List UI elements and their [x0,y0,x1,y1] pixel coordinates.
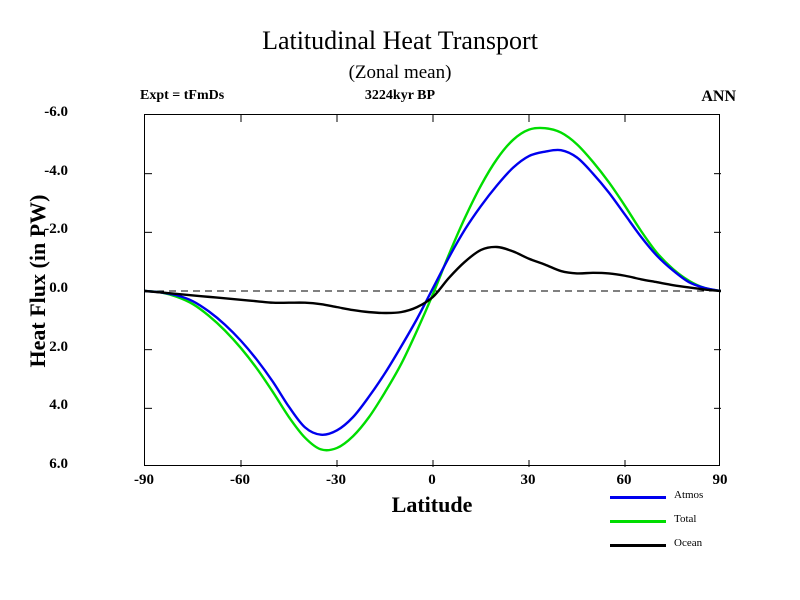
legend-swatch-ocean [610,544,666,547]
y-tick-label: 0.0 [49,280,68,296]
y-tick-label: -2.0 [44,221,68,238]
legend-label: Ocean [674,537,703,549]
plot-area [144,114,720,466]
legend-label: Total [674,513,697,525]
legend-item [610,486,770,510]
period-label: 3224kyr BP [364,88,436,103]
legend [610,486,770,558]
chart-subtitle: (Zonal mean) [348,62,452,83]
y-tick-label: -6.0 [44,104,68,120]
plot-svg [145,115,721,467]
season-label: ANN [701,88,736,105]
x-tick-label: 60 [616,472,632,488]
x-tick-label: -60 [230,472,250,488]
legend-item [610,510,770,534]
legend-swatch-total [610,520,666,523]
y-tick-label: 4.0 [49,397,68,414]
x-axis-label: Latitude [391,492,473,517]
legend-swatch-atmos [610,496,666,499]
y-axis-label: Heat Flux (in PW) [25,194,50,368]
legend-label: Atmos [674,489,704,501]
page-title: Latitudinal Heat Transport [262,26,538,55]
series-line-ocean [145,247,721,313]
experiment-label: Expt = tFmDs [140,88,225,103]
x-tick-label: -30 [326,472,346,488]
x-tick-label: 0 [428,472,436,488]
y-tick-label: -4.0 [44,162,68,179]
legend-item [610,534,770,558]
x-tick-label: 30 [520,472,536,488]
y-tick-label: 6.0 [49,456,68,472]
y-tick-label: 2.0 [49,338,68,355]
x-tick-label: 90 [712,472,728,488]
x-tick-label: -90 [134,472,154,488]
